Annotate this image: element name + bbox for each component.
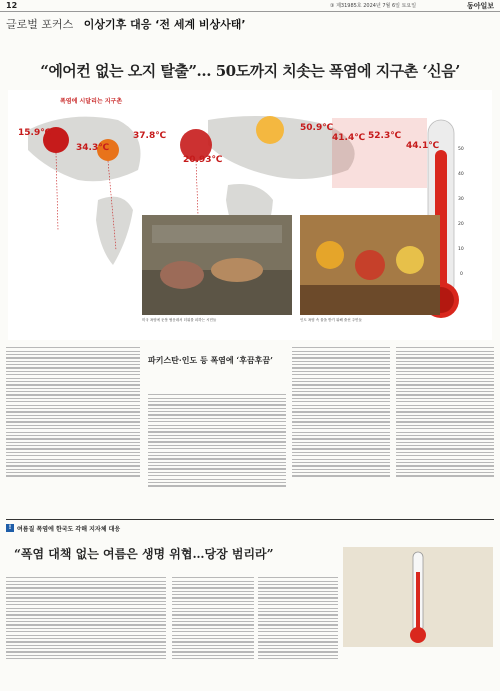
thermo-tick: 50 (458, 147, 464, 152)
main-headline: “에어컨 없는 오지 탈출”… 50도까지 치솟는 폭염에 지구촌 ‘신음’ (40, 62, 460, 80)
temp-value: 20.93℃ (183, 155, 223, 165)
caption-left: 미국 폭염에 둔봌 협운데서 더위를 피하는 시민들 (142, 318, 217, 322)
temp-value: 41.4℃ (332, 133, 366, 143)
second-column-1 (6, 575, 166, 683)
temp-value: 44.1℃ (406, 141, 440, 151)
article-column-2 (148, 392, 286, 513)
article-column-4 (396, 345, 494, 513)
issue-info: ③ 제31985호 2024년 7월 6일 토요일 (330, 3, 417, 9)
second-headline: “폭염 대책 없는 여름은 생명 위협…당장 범리라” (14, 547, 274, 561)
page-number: 12 (6, 1, 18, 10)
second-column-3 (258, 575, 338, 683)
section-topic: 이상기후 대응 ‘전 세계 비상사태’ (83, 18, 246, 31)
article-column-3 (292, 345, 390, 513)
article-divider (6, 519, 494, 520)
temp-value: 52.3℃ (368, 131, 402, 141)
temp-value: 50.9℃ (300, 123, 334, 133)
page-header (0, 0, 500, 12)
photo-left (142, 215, 292, 315)
thermo-tick: 20 (458, 222, 464, 227)
section-title (6, 16, 246, 32)
thermo-tick: 40 (458, 172, 464, 177)
photo-right (300, 215, 440, 315)
caption-right: 인도 폭염 속 물을 받기 위해 줄선 주민들 (300, 318, 362, 322)
thermometer-photo (343, 547, 493, 647)
newspaper-brand: 동아일보 (466, 1, 494, 10)
section-category: 글로벌 포커스 (6, 18, 74, 31)
temp-value: 34.3℃ (76, 143, 110, 153)
sub-headline: 파키스탄·인도 등 폭염에 ‘후끔후끔’ (148, 355, 273, 365)
second-column-2 (172, 575, 254, 683)
alert-badge: ! (6, 524, 14, 532)
temp-value: 37.8℃ (133, 131, 167, 141)
thermo-tick: 0 (460, 272, 463, 277)
thermo-tick: 30 (458, 197, 464, 202)
second-kicker: 여름질 폭염에 한국도 각해 지자체 대응 (17, 526, 121, 533)
article-column-1 (6, 345, 140, 513)
thermo-tick: 10 (458, 247, 464, 252)
graphic-title: 폭염에 시달리는 지구촌 (60, 98, 123, 105)
temp-value: 15.9℃ (18, 128, 52, 138)
